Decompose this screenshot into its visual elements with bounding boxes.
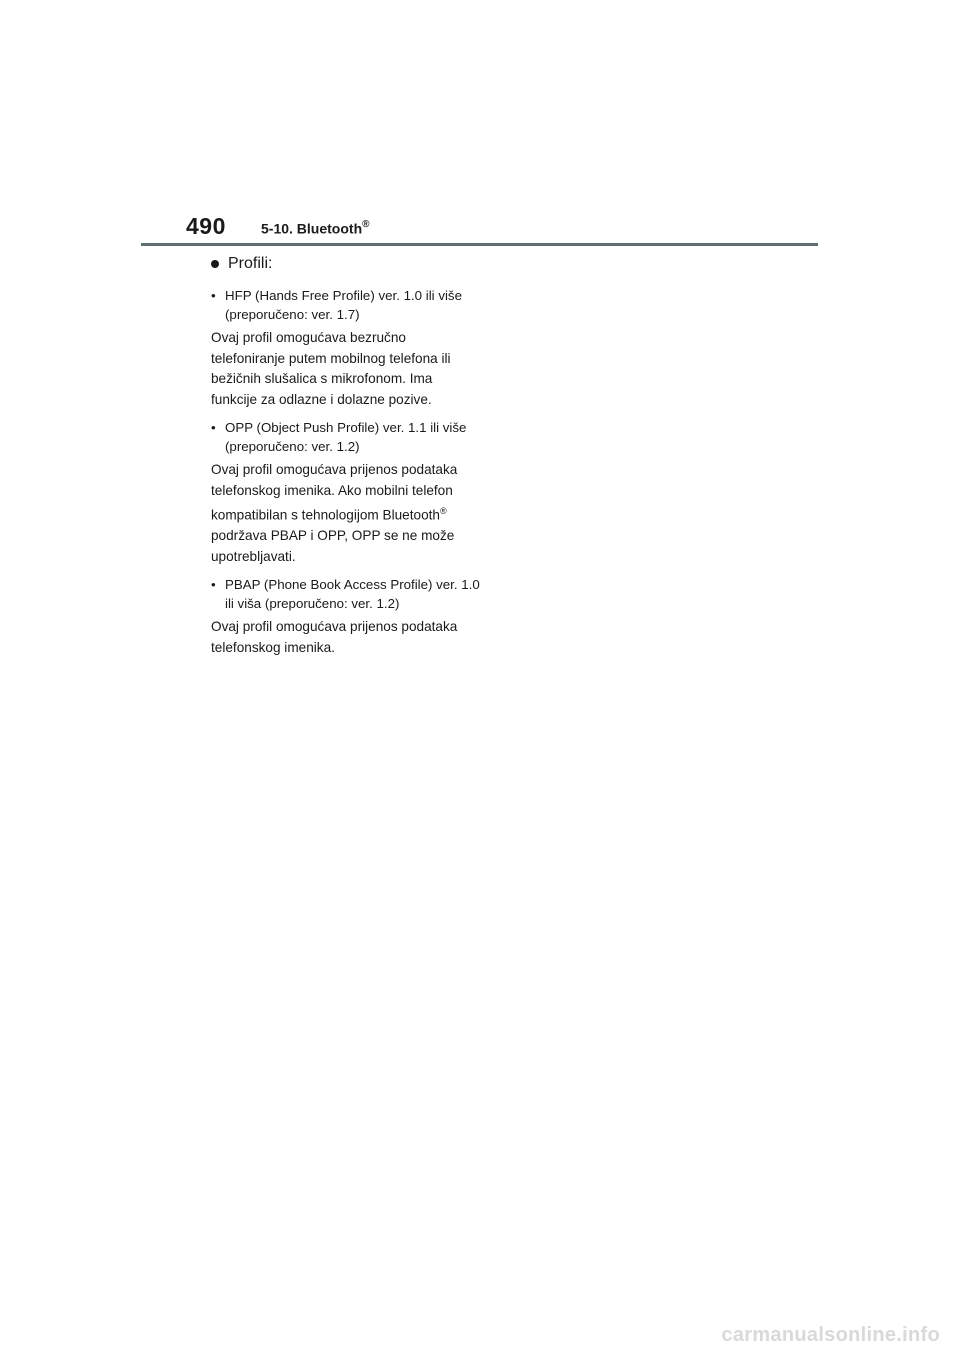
registered-mark: ®	[362, 219, 370, 230]
opp-description-text: Ovaj profil omogućava prijenos podataka telefonskog imenika. Ako mobilni telefon kompatibilan s tehnologijom Bluetooth	[211, 462, 458, 523]
header-divider	[141, 243, 818, 246]
pbap-description: Ovaj profil omogućava prijenos podataka telefonskog imenika.	[211, 619, 458, 655]
bullet-mark: •	[211, 577, 216, 593]
opp-description	[211, 460, 481, 567]
watermark: carmanualsonline.info	[721, 1324, 940, 1346]
profiles-heading	[211, 254, 481, 274]
section-title-text: 5-10. Bluetooth	[261, 220, 363, 237]
bullet-mark: •	[211, 288, 216, 303]
page-content	[211, 254, 481, 666]
list-item-text: PBAP (Phone Book Access Profile) ver. 1.0 ili viša (preporučeno: ver. 1.2)	[225, 577, 480, 612]
bullet-dot-icon	[211, 260, 219, 268]
section-title	[261, 220, 370, 237]
page-number: 490	[186, 213, 226, 239]
list-item-text: OPP (Object Push Profile) ver. 1.1 ili više (preporučeno: ver. 1.2)	[225, 420, 467, 454]
list-item-hfp	[211, 286, 481, 324]
registered-mark: ®	[439, 506, 447, 516]
hfp-description: Ovaj profil omogućava bezručno telefoniranje putem mobilnog telefona ili bežičnih slušalica s mikrofonom. Ima funkcije za odlazne i dolazne pozive.	[211, 330, 451, 407]
bullet-mark: •	[211, 420, 216, 435]
page-header	[0, 0, 960, 250]
profiles-heading-text: Profili:	[228, 255, 273, 272]
list-item-text: HFP (Hands Free Profile) ver. 1.0 ili više (preporučeno: ver. 1.7)	[225, 288, 462, 322]
opp-description-text-end: podržava PBAP i OPP, OPP se ne može upotrebljavati.	[211, 528, 455, 564]
list-item-pbap	[211, 575, 481, 613]
list-item-opp	[211, 418, 481, 456]
